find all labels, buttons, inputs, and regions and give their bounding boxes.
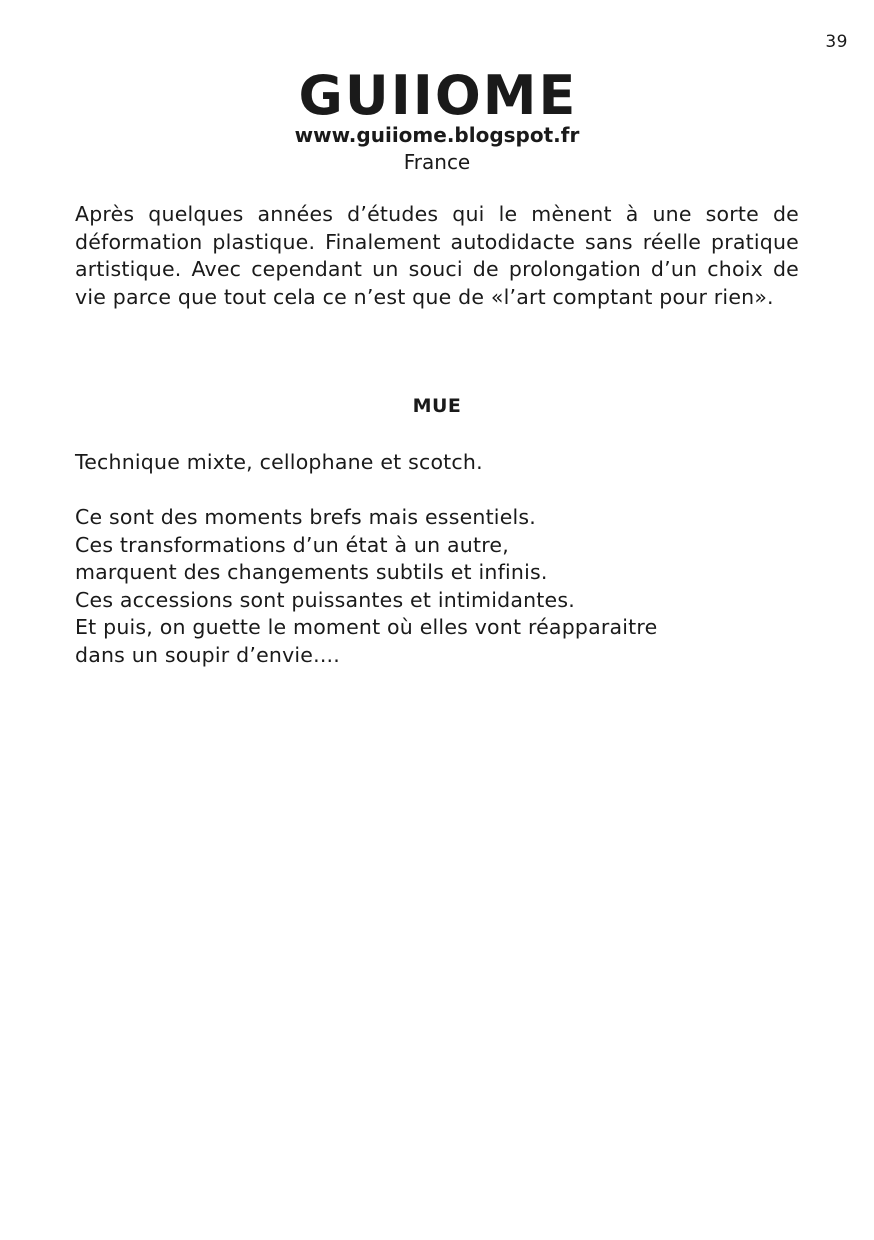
- work-technique: Technique mixte, cellophane et scotch.: [75, 450, 483, 474]
- description-line: Ces accessions sont puissantes et intimidantes.: [75, 587, 575, 612]
- artist-country: France: [403, 150, 471, 174]
- description-line: marquent des changements subtils et infinis.: [75, 560, 548, 584]
- artist-header: [0, 66, 874, 176]
- artist-name: GUIIOME: [298, 64, 578, 127]
- description-line: Ce sont des moments brefs mais essentiels.: [75, 505, 537, 529]
- work-description: [75, 504, 815, 669]
- work-title: MUE: [412, 395, 462, 417]
- description-line: Ces transformations d’un état à un autre,: [75, 532, 509, 557]
- page-number: 39: [825, 32, 848, 52]
- artist-bio: Après quelques années d’études qui le mènent à une sorte de déformation plastique. Finalement autodidacte sans réelle pratique artistique. Avec cependant un souci de prolongation d’un choix de vie parce que tout cela ce n’est que de «l’art comptant pour rien».: [75, 202, 799, 309]
- description-line: Et puis, on guette le moment où elles vont réapparaitre: [75, 615, 658, 639]
- description-line: dans un soupir d’envie....: [75, 642, 340, 667]
- artist-website: www.guiiome.blogspot.fr: [294, 123, 580, 147]
